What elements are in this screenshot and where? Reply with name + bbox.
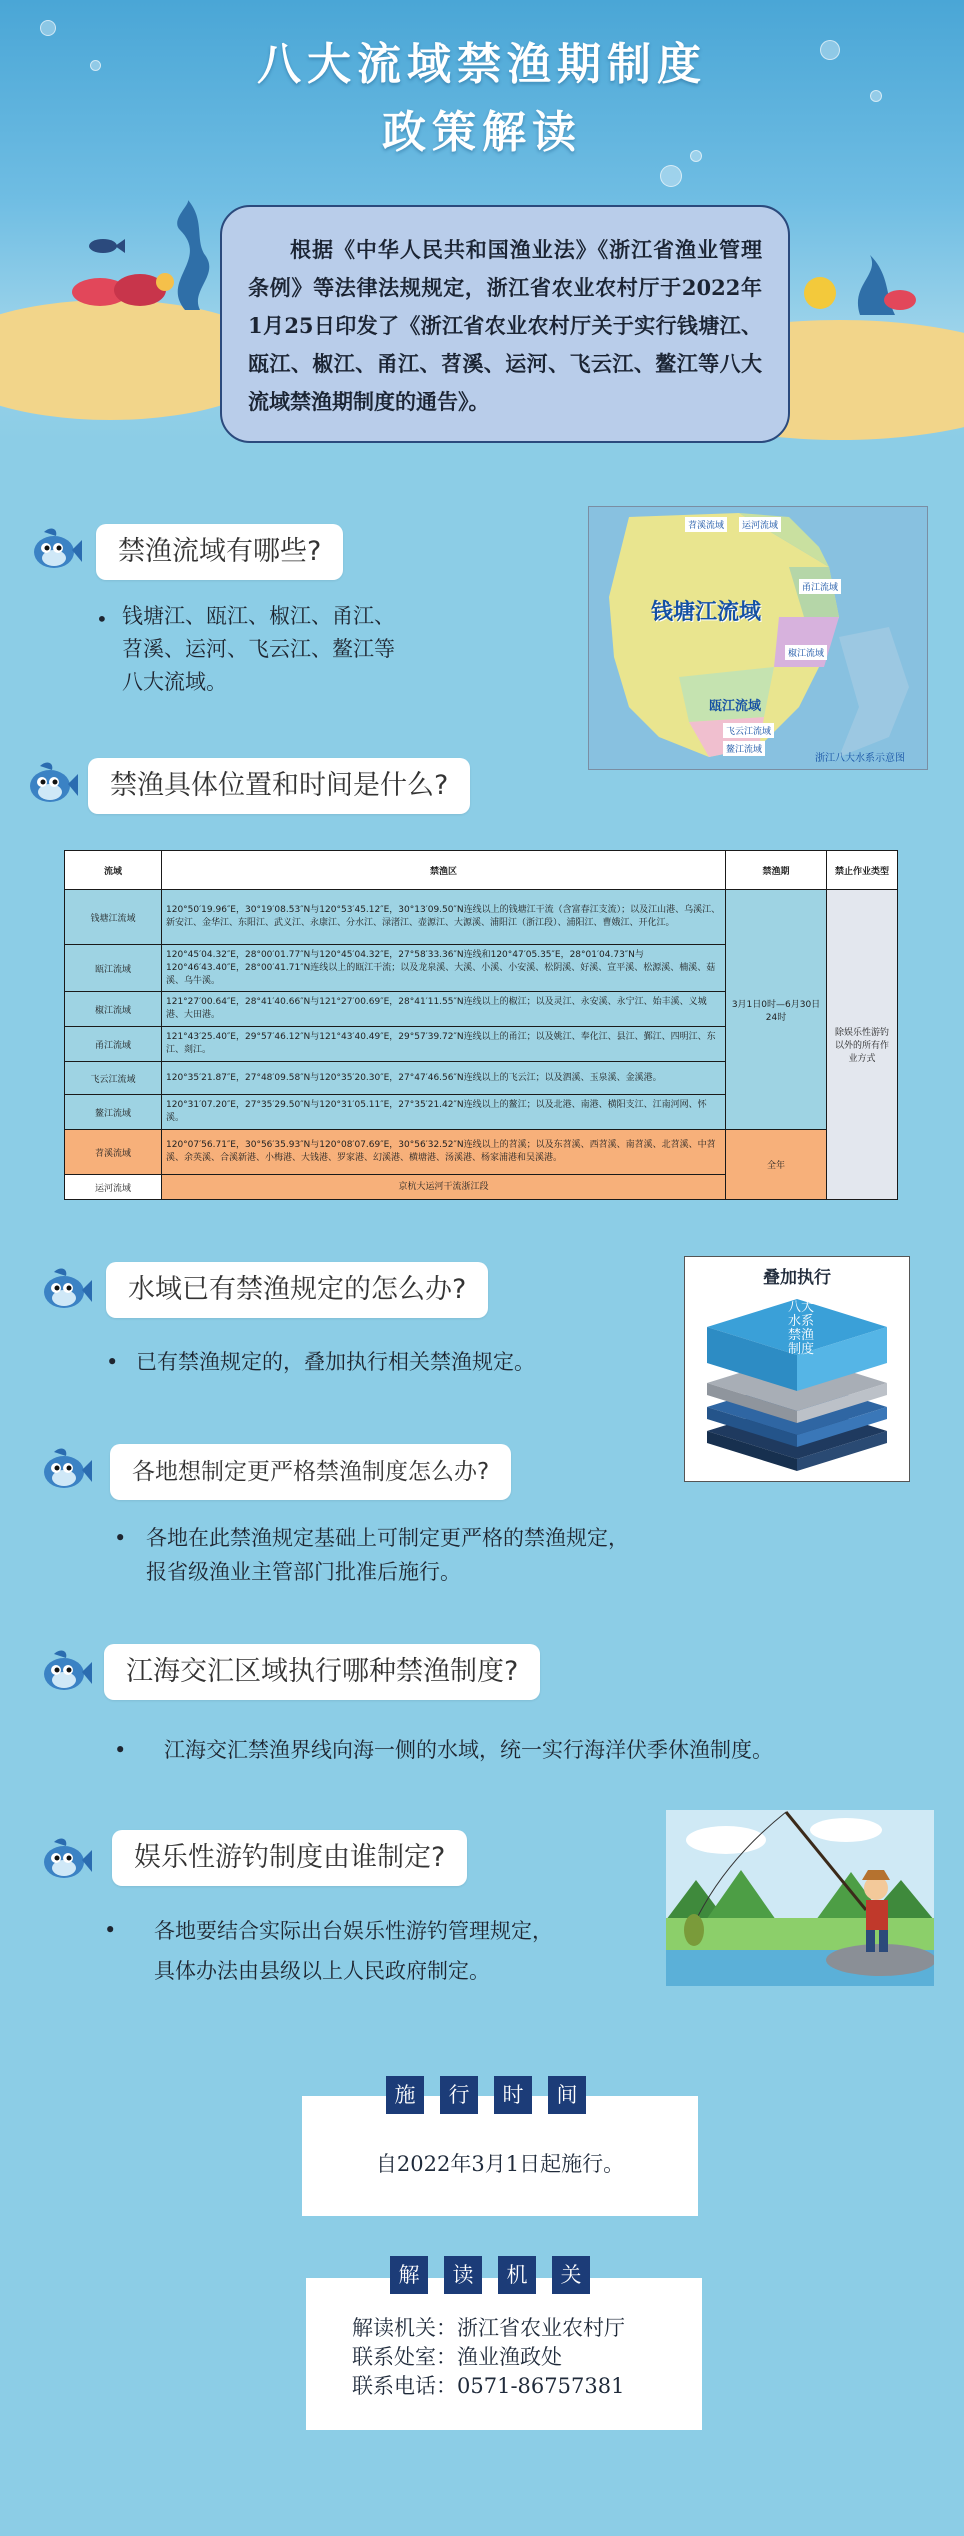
period-cell: 3月1日0时—6月30日24时 (726, 890, 827, 1130)
coral-icon (70, 262, 180, 312)
fish-mascot-icon (26, 760, 78, 806)
section-heading-location: 禁渔具体位置和时间是什么? (88, 758, 470, 814)
area-cell: 121°27′00.64″E，28°41′40.66″N与121°27′00.69″E，28°41′11.55″N连线以上的椒江；以及灵江、永安溪、永宁江、始丰溪、义城港、大田港。 (162, 992, 726, 1027)
zone-table (64, 850, 898, 1200)
area-cell: 120°50′19.96″E，30°19′08.53″N与120°53′45.12″E，30°13′09.50″N连线以上的钱塘江干流（含富春江支流）；以及江山港、乌溪江、新安江、金华江、东阳江、武义江、永康江、分水江、渌渚江、壶源江、大源溪、浦阳江（浙江段）、浦阳江、曹娥江、开化江。 (162, 890, 726, 945)
river-cell: 飞云江流域 (65, 1062, 162, 1095)
section-tag-char: 时 (494, 2076, 532, 2114)
table-header: 流域 (65, 851, 162, 890)
bullet-dot: • (114, 1738, 127, 1762)
stack-label-line: 禁渔 (787, 1328, 814, 1343)
area-cell: 121°43′25.40″E，29°57′46.12″N与121°43′40.49″E，29°57′39.72″N连线以上的甬江；以及姚江、奉化江、县江、鄞江、四明江、东江、剡江。 (162, 1027, 726, 1062)
page-title-line2: 政策解读 (382, 107, 582, 158)
section-tag-char: 施 (386, 2076, 424, 2114)
area-cell: 京杭大运河干流浙江段 (162, 1175, 726, 1200)
area-cell: 120°35′21.87″E，27°48′09.58″N与120°35′20.30″E，27°47′46.56″N连线以上的飞云江；以及泗溪、玉泉溪、金溪港。 (162, 1062, 726, 1095)
bullet-dot: • (114, 1526, 127, 1550)
intro-box (220, 205, 790, 443)
section-tag-char: 间 (548, 2076, 586, 2114)
fish-icon (85, 236, 125, 256)
bullet-dot: • (106, 1350, 119, 1374)
fish-mascot-icon (40, 1836, 92, 1882)
map-label: 椒江流域 (785, 645, 827, 660)
overlay-stack-image (684, 1256, 910, 1482)
section-bullet-stricter-line2: 报省级渔业主管部门批准后施行。 (146, 1560, 461, 1584)
section-heading-recreational: 娱乐性游钓制度由谁制定? (112, 1830, 467, 1886)
effective-date-box (302, 2096, 698, 2216)
coral-icon (790, 255, 920, 315)
section-bullet-basins: 钱塘江、瓯江、椒江、甬江、苕溪、运河、飞云江、鳌江等八大流域。 (122, 604, 395, 694)
fishing-illustration-image (666, 1810, 934, 1986)
bullet-dot: • (104, 1918, 117, 1942)
authority-text (352, 2314, 625, 2401)
section-heading-estuary: 江海交汇区域执行哪种禁渔制度? (104, 1644, 540, 1700)
basin-map-image (588, 506, 928, 770)
section-bullet-stricter-line1: 各地在此禁渔规定基础上可制定更严格的禁渔规定， (146, 1526, 629, 1550)
map-label: 瓯江流域 (709, 699, 762, 714)
map-label: 苕溪流域 (685, 517, 727, 532)
river-cell: 苕溪流域 (65, 1130, 162, 1175)
authority-line: 联系电话：0571-86757381 (352, 2374, 625, 2398)
table-header: 禁止作业类型 (827, 851, 898, 890)
river-cell: 运河流域 (65, 1175, 162, 1200)
section-bullet-existing: 已有禁渔规定的，叠加执行相关禁渔规定。 (136, 1350, 535, 1374)
section-tag-char: 机 (498, 2256, 536, 2294)
bullet-dot: • (96, 607, 108, 631)
table-header: 禁渔期 (726, 851, 827, 890)
section-heading-existing: 水域已有禁渔规定的怎么办? (106, 1262, 488, 1318)
area-cell: 120°31′07.20″E，27°35′29.50″N与120°31′05.11″E，27°35′21.42″N连线以上的鳌江；以及北港、南港、横阳支江、江南河网、怀溪。 (162, 1095, 726, 1130)
intro-text: 根据《中华人民共和国渔业法》《浙江省渔业管理条例》等法律法规规定，浙江省农业农村厅于2022年1月25日印发了《浙江省农业农村厅关于实行钱塘江、瓯江、椒江、甬江、苕溪、运河、飞云江、鳌江等八大流域禁渔期制度的通告》。 (248, 237, 762, 414)
river-cell: 瓯江流域 (65, 945, 162, 992)
fish-mascot-icon (40, 1648, 92, 1694)
page-title-line1: 八大流域禁渔期制度 (257, 39, 707, 90)
bubble-decoration (660, 165, 682, 187)
section-bullet-recreational-line1: 各地要结合实际出台娱乐性游钓管理规定， (154, 1919, 553, 1943)
fish-mascot-icon (40, 1266, 92, 1312)
map-label: 甬江流域 (799, 579, 841, 594)
stack-label (781, 1301, 821, 1357)
section-tag-char: 解 (390, 2256, 428, 2294)
river-cell: 钱塘江流域 (65, 890, 162, 945)
section-heading-basins: 禁渔流域有哪些? (96, 524, 343, 580)
table-row (65, 1130, 898, 1175)
map-label: 鳌江流域 (723, 741, 765, 756)
section-bullet-recreational-line2: 具体办法由县级以上人民政府制定。 (154, 1959, 490, 1983)
river-cell: 甬江流域 (65, 1027, 162, 1062)
authority-line: 联系处室：渔业渔政处 (352, 2345, 562, 2369)
stack-label-line: 制度 (787, 1342, 814, 1357)
effective-date-text: 自2022年3月1日起施行。 (375, 2152, 625, 2176)
stack-label-line: 水系 (787, 1314, 814, 1329)
river-cell: 鳌江流域 (65, 1095, 162, 1130)
section-bullet-estuary: 江海交汇禁渔界线向海一侧的水域，统一实行海洋伏季休渔制度。 (164, 1738, 773, 1762)
map-caption: 浙江八大水系示意图 (815, 753, 905, 764)
fish-mascot-icon (30, 526, 82, 572)
section-tag-char: 行 (440, 2076, 478, 2114)
section-tag-char: 关 (552, 2256, 590, 2294)
table-row (65, 890, 898, 945)
area-cell: 120°07′56.71″E，30°56′35.93″N与120°08′07.69″E，30°56′32.52″N连线以上的苕溪；以及东苕溪、西苕溪、南苕溪、北苕溪、中苕溪、余英溪、合溪新港、小梅港、大钱港、罗家港、幻溪港、横塘港、汤溪港、杨家浦港和吴溪港。 (162, 1130, 726, 1175)
period-cell: 全年 (726, 1130, 827, 1200)
authority-line: 解读机关：浙江省农业农村厅 (352, 2316, 625, 2340)
map-label: 运河流域 (739, 517, 781, 532)
stack-label-line: 八大 (787, 1300, 814, 1315)
ban-type-cell: 除娱乐性游钓以外的所有作业方式 (827, 890, 898, 1200)
table-header: 禁渔区 (162, 851, 726, 890)
section-heading-stricter: 各地想制定更严格禁渔制度怎么办? (110, 1444, 511, 1500)
map-label: 飞云江流域 (723, 723, 774, 738)
stack-title: 叠加执行 (763, 1268, 831, 1288)
section-tag-char: 读 (444, 2256, 482, 2294)
fish-mascot-icon (40, 1446, 92, 1492)
authority-box (306, 2278, 702, 2430)
table-header-row (65, 851, 898, 890)
river-cell: 椒江流域 (65, 992, 162, 1027)
map-label-qiantang: 钱塘江流域 (651, 600, 762, 625)
area-cell: 120°45′04.32″E，28°00′01.77″N与120°45′04.32″E，27°58′33.36″N连线和120°47′05.35″E，28°01′04.73″N与120°46′43.40″E，28°00′41.71″N连线以上的瓯江干流；以及龙泉溪、大溪、小溪、小安溪、松阴溪、好溪、宣平溪、松源溪、楠溪、菇溪、乌牛溪。 (162, 945, 726, 992)
